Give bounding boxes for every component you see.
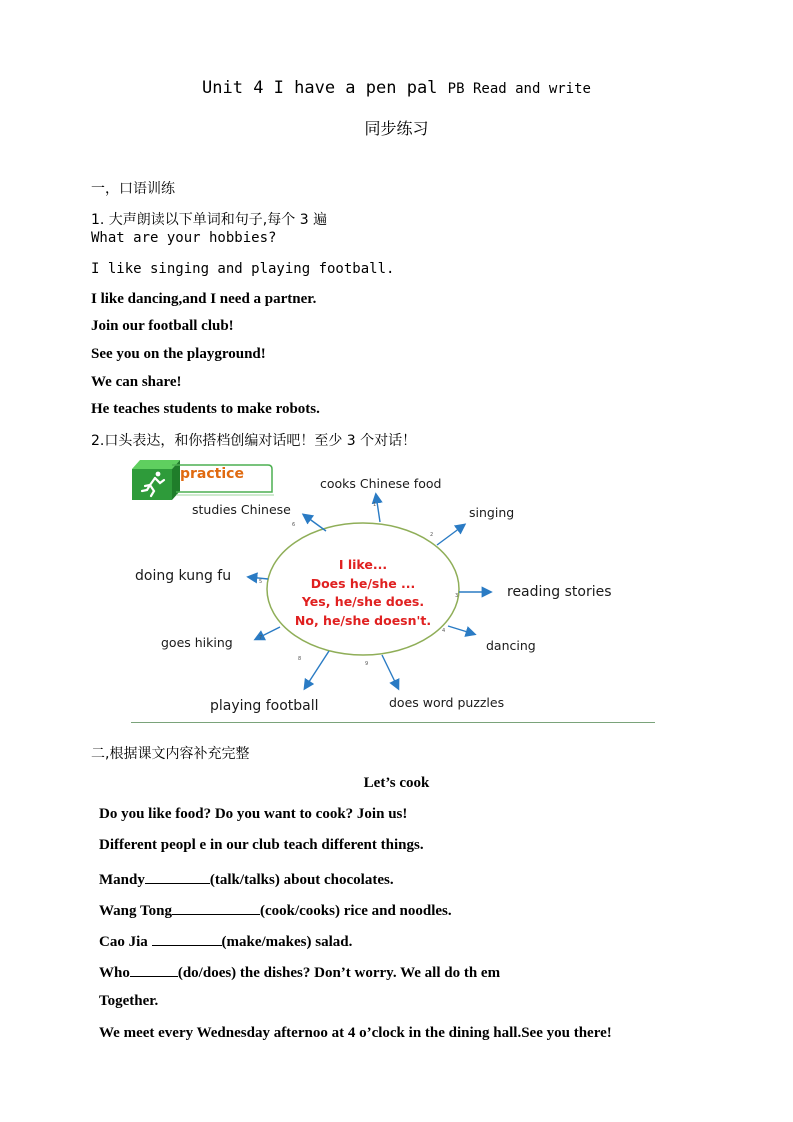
fill-row-who <box>99 962 500 982</box>
svg-text:8: 8 <box>298 656 302 662</box>
svg-text:5: 5 <box>259 579 263 585</box>
task1-instruction: 1. 大声朗读以下单词和句子,每个 3 遍 <box>91 212 328 228</box>
center-prompts <box>268 556 458 630</box>
fill-row-cao-jia-pre: Cao Jia <box>99 934 152 950</box>
sentence-6: We can share! <box>91 374 182 390</box>
passage-line-2: Different peopl e in our club teach different things. <box>99 837 424 853</box>
practice-diagram <box>0 455 793 730</box>
svg-text:9: 9 <box>365 661 369 667</box>
center-line-4: No, he/she doesn't. <box>294 612 432 628</box>
sentence-4: Join our football club! <box>91 318 234 334</box>
practice-badge <box>130 458 274 498</box>
blank-who[interactable] <box>130 962 178 977</box>
fill-row-cao-jia <box>99 931 352 951</box>
practice-badge-label: practice <box>180 466 244 482</box>
blank-wang-tong[interactable] <box>172 900 260 915</box>
passage-line-1: Do you like food? Do you want to cook? Join us! <box>99 806 408 822</box>
svg-text:6: 6 <box>292 522 296 528</box>
fill-row-cao-jia-post: (make/makes) salad. <box>221 934 353 950</box>
blank-mandy[interactable] <box>145 869 210 884</box>
fill-row-who-pre: Who <box>99 965 130 981</box>
center-line-2: Does he/she ... <box>310 575 416 591</box>
spoke-cooks-chinese-food: cooks Chinese food <box>320 476 442 491</box>
sentence-1: What are your hobbies? <box>91 230 277 246</box>
fill-row-who-post: (do/does) the dishes? Don’t worry. We all do th em <box>177 965 501 981</box>
blank-cao-jia[interactable] <box>152 931 222 946</box>
svg-text:4: 4 <box>442 628 446 634</box>
fill-row-mandy-post: (talk/talks) about chocolates. <box>209 872 394 888</box>
fill-row-wang-tong-pre: Wang Tong <box>99 903 172 919</box>
spoke-dancing: dancing <box>486 638 536 653</box>
center-line-1: I like... <box>338 557 388 572</box>
sentence-7: He teaches students to make robots. <box>91 401 320 417</box>
section1-heading: 一，口语训练 <box>91 181 175 197</box>
spoke-doing-kung-fu: doing kung fu <box>135 568 232 584</box>
sentence-2: I like singing and playing football. <box>91 261 395 277</box>
divider <box>131 722 655 723</box>
sentence-5: See you on the playground! <box>91 346 266 362</box>
passage-title: Let’s cook <box>363 775 430 791</box>
spoke-playing-football: playing football <box>210 698 319 714</box>
passage-closing: We meet every Wednesday afternoo at 4 o’clock in the dining hall.See you there! <box>99 1025 612 1041</box>
fill-row-wang-tong <box>99 900 452 920</box>
title-main: Unit 4 I have a pen pal <box>202 78 438 98</box>
page-subtitle: 同步练习 <box>364 119 429 138</box>
spoke-goes-hiking: goes hiking <box>161 635 233 650</box>
spoke-reading-stories: reading stories <box>507 584 612 600</box>
fill-row-mandy-pre: Mandy <box>99 872 145 888</box>
page-title <box>0 78 793 98</box>
spoke-studies-chinese: studies Chinese <box>192 502 291 517</box>
title-small: PB Read and write <box>447 81 591 97</box>
passage-together: Together. <box>99 993 159 1009</box>
svg-text:2: 2 <box>430 532 434 538</box>
sentence-3: I like dancing,and I need a partner. <box>91 291 317 307</box>
fill-row-wang-tong-post: (cook/cooks) rice and noodles. <box>259 903 452 919</box>
svg-text:1: 1 <box>373 502 377 508</box>
svg-text:3: 3 <box>455 593 459 599</box>
section2-heading: 二,根据课文内容补充完整 <box>91 746 250 762</box>
spoke-singing: singing <box>469 505 515 520</box>
svg-text:7: 7 <box>259 635 263 641</box>
spoke-does-word-puzzles: does word puzzles <box>389 695 505 710</box>
fill-row-mandy <box>99 869 394 889</box>
center-line-3: Yes, he/she does. <box>301 594 425 609</box>
task2-instruction: 2.口头表达，和你搭档创编对话吧！至少 3 个对话！ <box>91 433 417 449</box>
